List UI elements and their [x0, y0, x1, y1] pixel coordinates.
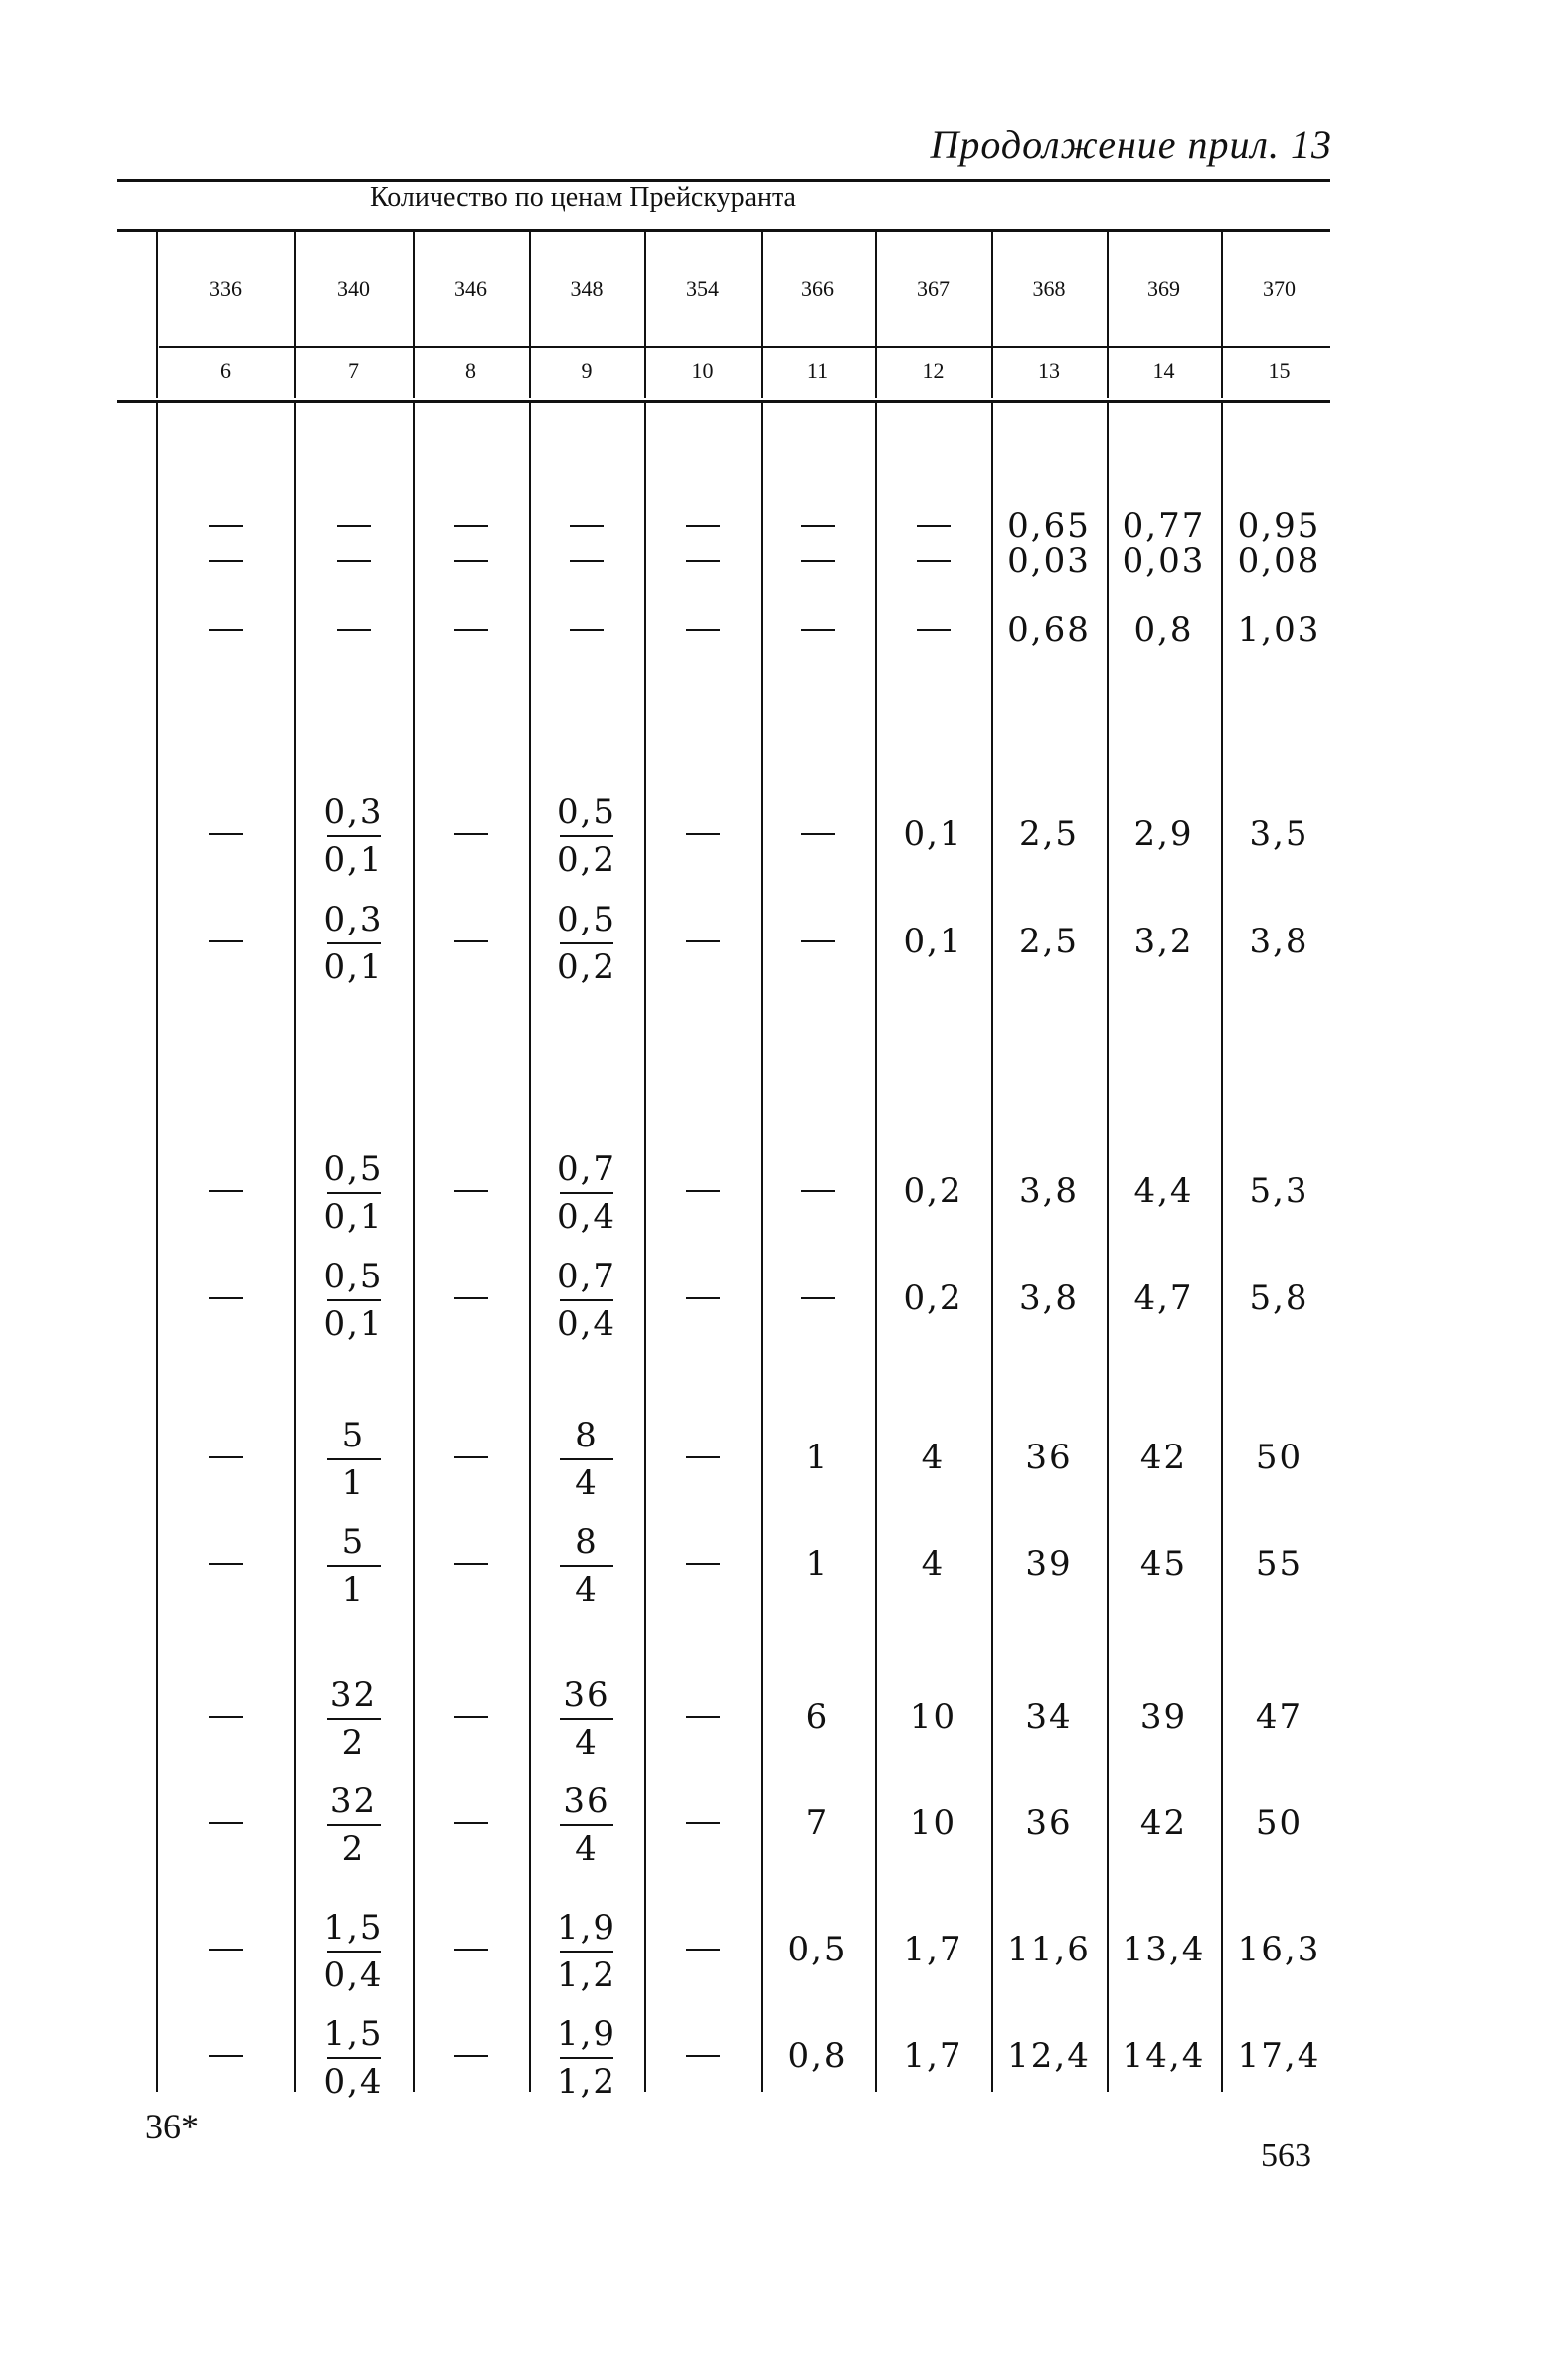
- cell-value: 11,6: [1007, 1930, 1091, 1969]
- column-rule-body: [294, 402, 296, 2092]
- fraction-value: 36 4: [537, 1678, 636, 1760]
- fraction-value: 1,9 1,2: [556, 2014, 617, 2102]
- column-rule-body: [156, 402, 158, 2092]
- empty-dash: [209, 2055, 243, 2057]
- column-rule-header: [991, 231, 993, 398]
- empty-dash: [209, 1563, 243, 1565]
- cell-value: 0,08: [1237, 541, 1321, 581]
- column-rule-body: [761, 402, 763, 2092]
- empty-dash: [454, 1822, 488, 1824]
- cell-value: 42: [1139, 1803, 1188, 1843]
- cell-value: 36: [1025, 1438, 1073, 1477]
- column-code: 340: [337, 276, 370, 301]
- fraction-value: 36 4: [537, 1785, 636, 1866]
- empty-dash: [686, 1190, 720, 1192]
- column-rule-body: [1221, 402, 1223, 2092]
- empty-dash: [209, 560, 243, 562]
- cell-value: 3,2: [1133, 922, 1194, 961]
- empty-dash: [686, 940, 720, 942]
- cell-value: 3,8: [1018, 1171, 1080, 1211]
- cell-value: 34: [1025, 1697, 1073, 1737]
- column-number: 12: [922, 358, 945, 383]
- column-number: 7: [348, 358, 359, 383]
- fraction-value: 5 1: [304, 1525, 404, 1607]
- empty-dash: [686, 525, 720, 527]
- continuation-heading: Продолжение прил. 13: [930, 122, 1332, 167]
- cell-value: 1,7: [903, 1930, 963, 1969]
- empty-dash: [801, 1190, 835, 1192]
- empty-dash: [686, 1563, 720, 1565]
- column-rule-body: [644, 402, 646, 2092]
- cell-value: 1: [805, 1544, 830, 1584]
- empty-dash: [686, 1716, 720, 1718]
- cell-value: 4,7: [1133, 1278, 1194, 1318]
- fraction-value: 0,5 0,2: [556, 792, 617, 880]
- column-number: 9: [581, 358, 593, 383]
- cell-value: 36: [1025, 1803, 1073, 1843]
- cell-value: 1: [805, 1438, 830, 1477]
- empty-dash: [686, 1822, 720, 1824]
- empty-dash: [454, 560, 488, 562]
- empty-dash: [686, 833, 720, 835]
- empty-dash: [454, 2055, 488, 2057]
- empty-dash: [801, 525, 835, 527]
- column-rule-header: [1221, 231, 1223, 398]
- column-number: 10: [691, 358, 714, 383]
- empty-dash: [209, 525, 243, 527]
- table-caption: Количество по ценам Прейскуранта: [370, 182, 796, 213]
- cell-value: 4,4: [1133, 1171, 1194, 1211]
- empty-dash: [917, 525, 951, 527]
- fraction-value: 0,3 0,1: [323, 900, 384, 987]
- cell-value: 0,1: [903, 814, 963, 854]
- cell-value: 1,03: [1237, 610, 1321, 650]
- column-code: 348: [570, 276, 604, 301]
- cell-value: 2,9: [1133, 814, 1194, 854]
- empty-dash: [209, 1716, 243, 1718]
- fraction-value: 0,7 0,4: [556, 1149, 617, 1237]
- column-rule-body: [413, 402, 415, 2092]
- fraction-value: 8 4: [537, 1419, 636, 1500]
- cell-value: 0,2: [903, 1171, 963, 1211]
- column-rule-body: [1107, 402, 1109, 2092]
- fraction-value: 0,5 0,1: [323, 1149, 384, 1237]
- column-code: 346: [454, 276, 487, 301]
- fraction-value: 1,9 1,2: [556, 1908, 617, 1995]
- column-rule-body: [529, 402, 531, 2092]
- empty-dash: [801, 560, 835, 562]
- cell-value: 0,8: [1133, 610, 1194, 650]
- fraction-value: 32 2: [304, 1785, 404, 1866]
- column-number: 8: [465, 358, 476, 383]
- cell-value: 6: [805, 1697, 830, 1737]
- empty-dash: [454, 1190, 488, 1192]
- cell-value: 10: [909, 1803, 957, 1843]
- cell-value: 0,1: [903, 922, 963, 961]
- cell-value: 0,68: [1007, 610, 1091, 650]
- column-rule-header: [529, 231, 531, 398]
- cell-value: 4: [921, 1544, 946, 1584]
- empty-dash: [570, 525, 604, 527]
- cell-value: 3,8: [1018, 1278, 1080, 1318]
- empty-dash: [454, 1297, 488, 1299]
- fraction-value: 32 2: [304, 1678, 404, 1760]
- empty-dash: [570, 629, 604, 631]
- signature-mark: 36*: [145, 2107, 199, 2146]
- fraction-value: 1,5 0,4: [323, 1908, 384, 1995]
- caption-rule: [117, 229, 1330, 232]
- empty-dash: [570, 560, 604, 562]
- cell-value: 55: [1255, 1544, 1303, 1584]
- cell-value: 7: [805, 1803, 830, 1843]
- empty-dash: [209, 833, 243, 835]
- cell-value: 0,03: [1007, 541, 1091, 581]
- empty-dash: [686, 1949, 720, 1951]
- empty-dash: [337, 629, 371, 631]
- fraction-value: 0,5 0,2: [556, 900, 617, 987]
- cell-value: 10: [909, 1697, 957, 1737]
- column-rule-header: [875, 231, 877, 398]
- cell-value: 45: [1139, 1544, 1188, 1584]
- empty-dash: [337, 525, 371, 527]
- empty-dash: [454, 1949, 488, 1951]
- empty-dash: [209, 1949, 243, 1951]
- column-rule-body: [991, 402, 993, 2092]
- empty-dash: [454, 833, 488, 835]
- empty-dash: [801, 1297, 835, 1299]
- cell-value: 0,65: [1007, 506, 1091, 546]
- empty-dash: [454, 940, 488, 942]
- fraction-value: 0,5 0,1: [323, 1257, 384, 1344]
- cell-value: 0,8: [787, 2036, 848, 2076]
- empty-dash: [209, 940, 243, 942]
- empty-dash: [454, 629, 488, 631]
- fraction-value: 5 1: [304, 1419, 404, 1500]
- fraction-value: 1,5 0,4: [323, 2014, 384, 2102]
- cell-value: 0,77: [1122, 506, 1206, 546]
- column-rule-header: [1107, 231, 1109, 398]
- empty-dash: [801, 629, 835, 631]
- column-rule-header: [413, 231, 415, 398]
- column-code: 370: [1263, 276, 1296, 301]
- empty-dash: [801, 940, 835, 942]
- cell-value: 39: [1139, 1697, 1188, 1737]
- empty-dash: [801, 833, 835, 835]
- page-number: 563: [1261, 2137, 1311, 2174]
- column-rule-header: [156, 231, 158, 398]
- empty-dash: [454, 525, 488, 527]
- cell-value: 3,8: [1249, 922, 1309, 961]
- empty-dash: [209, 1297, 243, 1299]
- header-bottom-rule: [117, 400, 1330, 403]
- empty-dash: [454, 1563, 488, 1565]
- cell-value: 4: [921, 1438, 946, 1477]
- empty-dash: [917, 629, 951, 631]
- cell-value: 1,7: [903, 2036, 963, 2076]
- cell-value: 47: [1255, 1697, 1303, 1737]
- cell-value: 42: [1139, 1438, 1188, 1477]
- empty-dash: [686, 1456, 720, 1458]
- empty-dash: [454, 1456, 488, 1458]
- column-number: 11: [806, 358, 829, 383]
- fraction-value: 0,3 0,1: [323, 792, 384, 880]
- empty-dash: [917, 560, 951, 562]
- code-row-rule: [159, 346, 1330, 348]
- empty-dash: [686, 629, 720, 631]
- cell-value: 13,4: [1122, 1930, 1206, 1969]
- column-code: 368: [1032, 276, 1066, 301]
- column-rule-header: [644, 231, 646, 398]
- fraction-value: 8 4: [537, 1525, 636, 1607]
- column-number: 6: [220, 358, 231, 383]
- column-rule-body: [875, 402, 877, 2092]
- column-code: 354: [686, 276, 719, 301]
- cell-value: 5,3: [1249, 1171, 1309, 1211]
- empty-dash: [686, 560, 720, 562]
- empty-dash: [209, 1456, 243, 1458]
- empty-dash: [686, 1297, 720, 1299]
- column-rule-header: [294, 231, 296, 398]
- cell-value: 2,5: [1018, 814, 1080, 854]
- column-code: 366: [801, 276, 834, 301]
- empty-dash: [337, 560, 371, 562]
- column-number: 15: [1268, 358, 1291, 383]
- cell-value: 5,8: [1249, 1278, 1309, 1318]
- cell-value: 12,4: [1007, 2036, 1091, 2076]
- column-number: 14: [1152, 358, 1175, 383]
- cell-value: 50: [1255, 1438, 1303, 1477]
- empty-dash: [209, 1822, 243, 1824]
- fraction-value: 0,7 0,4: [556, 1257, 617, 1344]
- column-number: 13: [1038, 358, 1060, 383]
- empty-dash: [209, 1190, 243, 1192]
- cell-value: 14,4: [1122, 2036, 1206, 2076]
- cell-value: 50: [1255, 1803, 1303, 1843]
- cell-value: 17,4: [1237, 2036, 1321, 2076]
- column-code: 369: [1147, 276, 1180, 301]
- empty-dash: [686, 2055, 720, 2057]
- column-rule-header: [761, 231, 763, 398]
- empty-dash: [454, 1716, 488, 1718]
- cell-value: 2,5: [1018, 922, 1080, 961]
- cell-value: 0,2: [903, 1278, 963, 1318]
- cell-value: 3,5: [1249, 814, 1309, 854]
- column-code: 336: [209, 276, 242, 301]
- cell-value: 39: [1025, 1544, 1073, 1584]
- cell-value: 0,95: [1237, 506, 1321, 546]
- column-code: 367: [917, 276, 950, 301]
- cell-value: 0,03: [1122, 541, 1206, 581]
- cell-value: 16,3: [1237, 1930, 1321, 1969]
- empty-dash: [209, 629, 243, 631]
- cell-value: 0,5: [787, 1930, 848, 1969]
